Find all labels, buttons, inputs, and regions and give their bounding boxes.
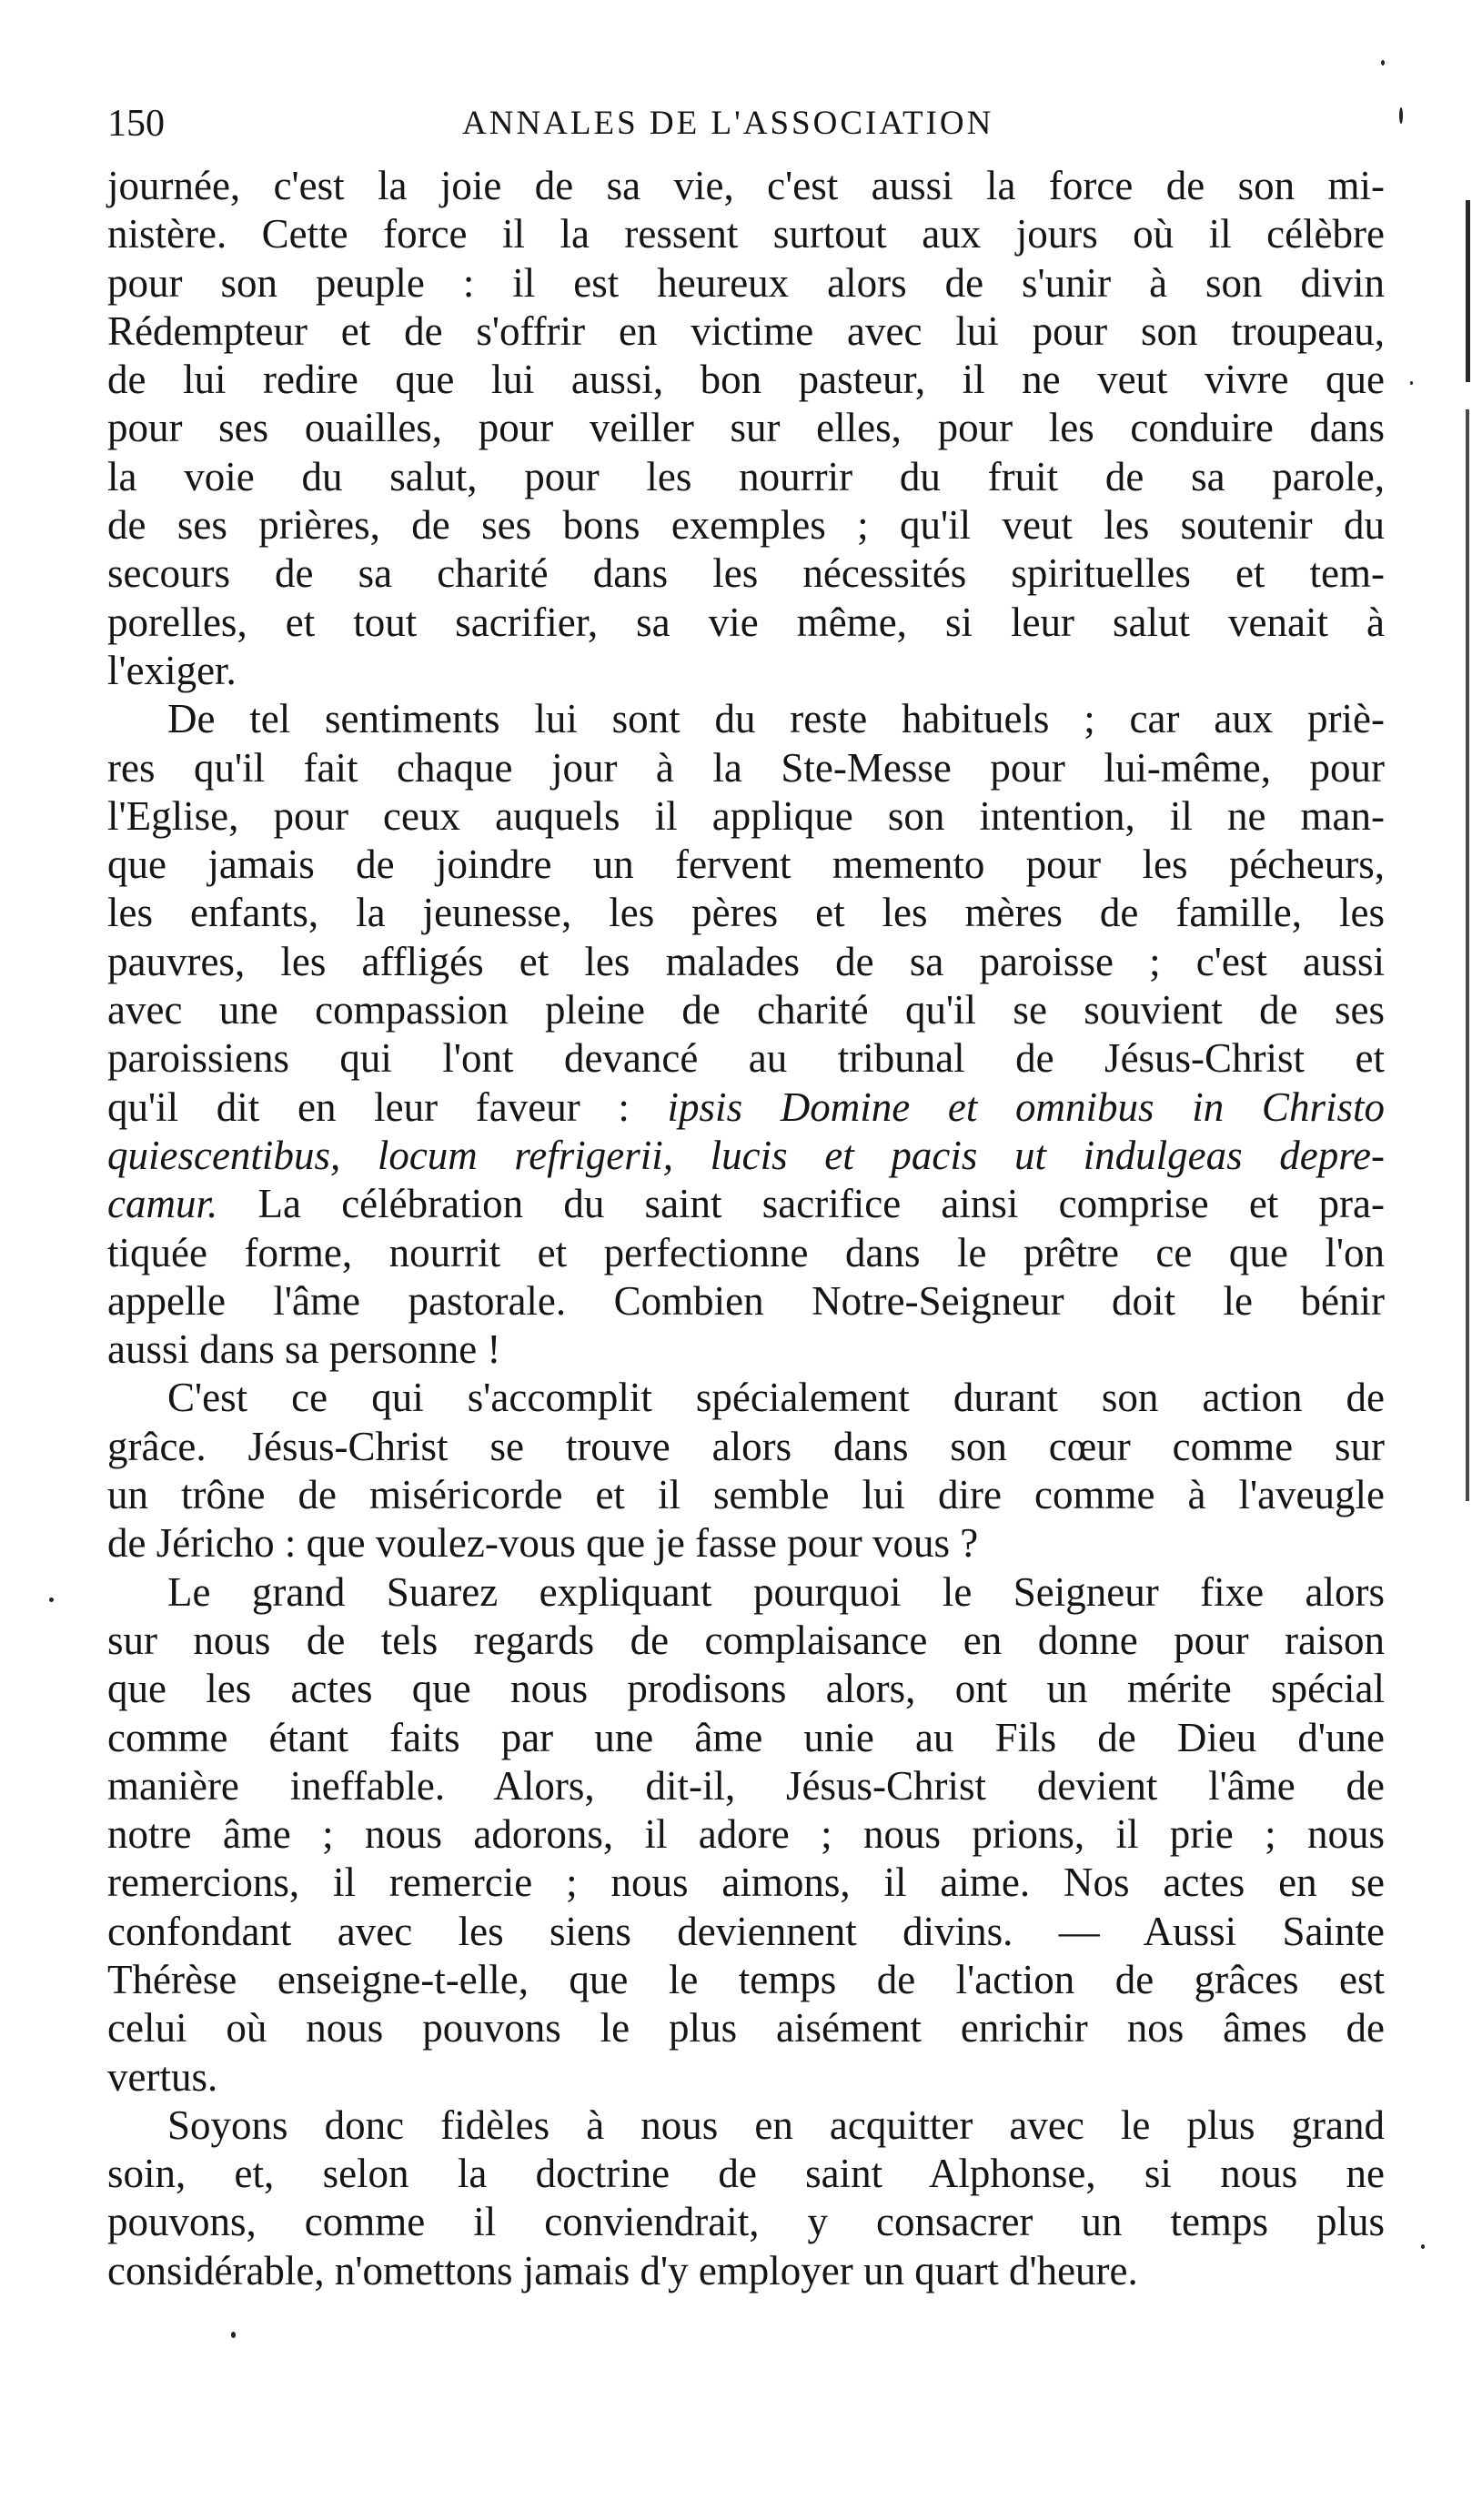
text-line: res qu'il fait chaque jour à la Ste-Messe pour lui-même, pour <box>107 744 1385 791</box>
text-line: Rédempteur et de s'offrir en victime avec lui pour son troupeau, <box>107 307 1385 354</box>
text-line: celui où nous pouvons le plus aisément enrichir nos âmes de <box>107 2005 1385 2051</box>
text-line: C'est ce qui s'accomplit spécialement durant son action de <box>167 1375 1385 1421</box>
paragraph-1 <box>107 162 1385 695</box>
text-line: pauvres, les affligés et les malades de sa paroisse ; c'est aussi <box>107 938 1385 984</box>
roman-run: La célébration du saint sacrifice ainsi comprise et pra- <box>217 1181 1385 1227</box>
text-line: que les actes que nous prodisons alors, ont un mérite spécial <box>107 1666 1385 1712</box>
text-line: Thérèse enseigne-t-elle, que le temps de l'action de grâces est <box>107 1956 1385 2002</box>
body-text <box>107 162 1385 2295</box>
text-line: notre âme ; nous adorons, il adore ; nous prions, il prie ; nous <box>107 1811 1385 1858</box>
text-line: considérable, n'omettons jamais d'y employer un quart d'heure. <box>107 2247 1138 2293</box>
text-line: pour son peuple : il est heureux alors de s'unir à son divin <box>107 259 1385 306</box>
text-line: la voie du salut, pour les nourrir du fruit de sa parole, <box>107 453 1385 499</box>
text-line: tiquée forme, nourrit et perfectionne dans le prêtre ce que l'on <box>107 1229 1385 1275</box>
text-line-mixed <box>107 1180 1385 1228</box>
text-line: de ses prières, de ses bons exemples ; qu'il veut les soutenir du <box>107 502 1385 549</box>
text-line: soin, et, selon la doctrine de saint Alphonse, si nous ne <box>107 2151 1385 2197</box>
text-line: l'Eglise, pour ceux auquels il applique son intention, il ne man- <box>107 792 1385 839</box>
text-line: paroissiens qui l'ont devancé au tribunal de Jésus-Christ et <box>107 1035 1385 1082</box>
text-line: avec une compassion pleine de charité qu'il se souvient de ses <box>107 987 1385 1033</box>
page-edge-shadow <box>1466 200 1470 382</box>
text-line: Le grand Suarez expliquant pourquoi le Seigneur fixe alors <box>167 1568 1385 1615</box>
running-title: ANNALES DE L'ASSOCIATION <box>462 105 994 142</box>
paragraph-4 <box>107 1568 1385 2102</box>
page-edge-shadow <box>1466 409 1469 1501</box>
text-line: vertus. <box>107 2053 218 2100</box>
latin-quote-line: quiescentibus, locum refrigerii, lucis et pacis ut indulgeas depre- <box>107 1132 1385 1178</box>
text-line: pour ses ouailles, pour veiller sur elles, pour les conduire dans <box>107 405 1385 451</box>
text-line: porelles, et tout sacrifier, sa vie même, si leur salut venait à <box>107 599 1385 645</box>
text-line: journée, c'est la joie de sa vie, c'est aussi la force de son mi- <box>107 163 1385 208</box>
text-line: que jamais de joindre un fervent memento pour les pécheurs, <box>107 842 1385 888</box>
scan-speck <box>1381 60 1385 66</box>
text-line: grâce. Jésus-Christ se trouve alors dans son cœur comme sur <box>107 1423 1385 1469</box>
latin-quote-end: camur. <box>107 1181 218 1227</box>
scan-speck <box>231 2332 236 2338</box>
scan-speck <box>1399 107 1403 124</box>
text-line: sur nous de tels regards de complaisance en donne pour raison <box>107 1617 1385 1663</box>
page-number: 150 <box>107 103 165 145</box>
text-line: l'exiger. <box>107 647 237 693</box>
text-line: pouvons, comme il conviendrait, y consacrer un temps plus <box>107 2199 1385 2245</box>
paragraph-3 <box>107 1374 1385 1567</box>
latin-quote: ipsis Domine et omnibus in Christo <box>667 1084 1385 1130</box>
paragraph-5 <box>107 2102 1385 2295</box>
text-line: De tel sentiments lui sont du reste habituels ; car aux priè- <box>167 696 1385 742</box>
text-line: manière ineffable. Alors, dit-il, Jésus-Christ devient l'âme de <box>107 1762 1385 1809</box>
running-head <box>107 98 1399 149</box>
text-line: les enfants, la jeunesse, les pères et les mères de famille, les <box>107 890 1385 936</box>
roman-run: qu'il dit en leur faveur : <box>107 1084 668 1130</box>
text-line: de Jéricho : que voulez-vous que je fasse pour vous ? <box>107 1520 979 1567</box>
text-line: appelle l'âme pastorale. Combien Notre-Seigneur doit le bénir <box>107 1277 1385 1324</box>
text-line: remercions, il remercie ; nous aimons, il aime. Nos actes en se <box>107 1860 1385 1906</box>
text-line: confondant avec les siens deviennent divins. — Aussi Sainte <box>107 1908 1385 1954</box>
text-line: un trône de miséricorde et il semble lui dire comme à l'aveugle <box>107 1472 1385 1518</box>
text-line: Soyons donc fidèles à nous en acquitter avec le plus grand <box>167 2102 1385 2148</box>
text-line: nistère. Cette force il la ressent surtout aux jours où il célèbre <box>107 211 1385 257</box>
paragraph-2 <box>107 695 1385 1374</box>
scan-speck <box>49 1598 54 1602</box>
scan-speck <box>1410 381 1413 385</box>
text-line: de lui redire que lui aussi, bon pasteur, il ne veut vivre que <box>107 357 1385 403</box>
text-line: secours de sa charité dans les nécessités spirituelles et tem- <box>107 550 1385 597</box>
scan-speck <box>1421 2244 1425 2249</box>
text-line: aussi dans sa personne ! <box>107 1326 501 1373</box>
text-line-mixed <box>107 1084 1385 1132</box>
text-line: comme étant faits par une âme unie au Fils de Dieu d'une <box>107 1714 1385 1760</box>
